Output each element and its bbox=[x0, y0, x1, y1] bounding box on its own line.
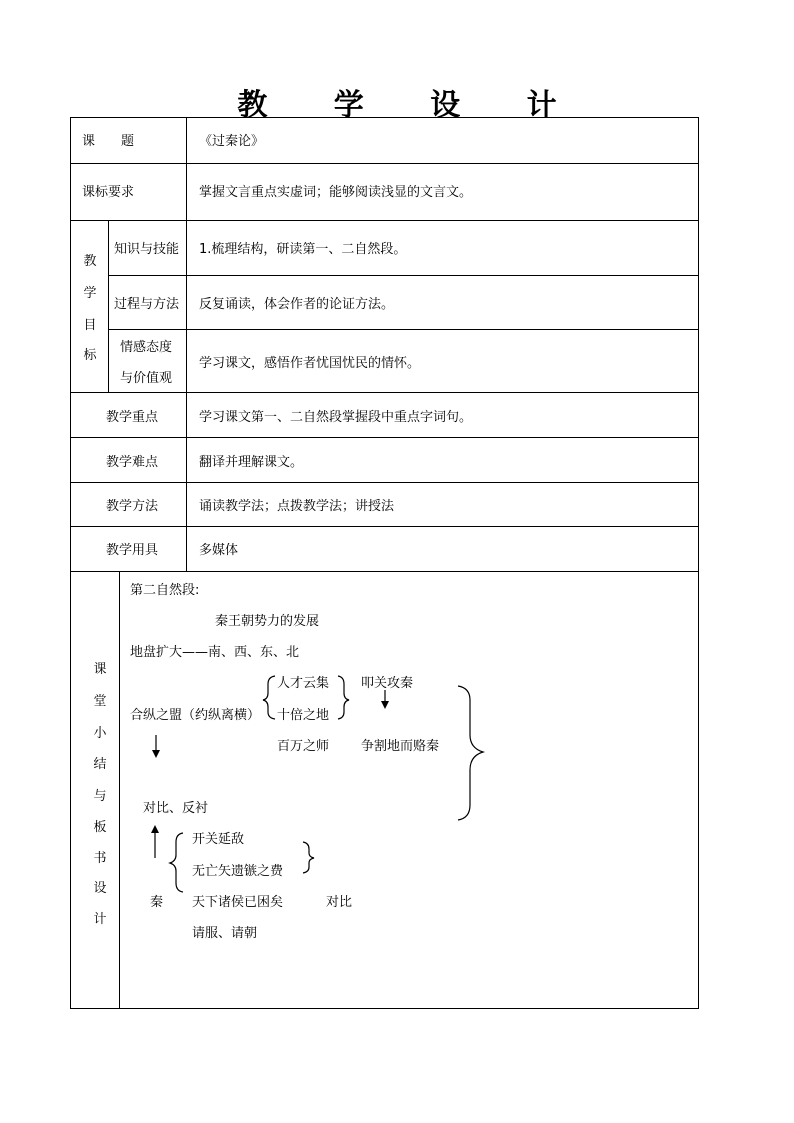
methods-value: 诵读教学法；点拨教学法；讲授法 bbox=[199, 499, 395, 514]
objectives-label-2: 学 bbox=[83, 286, 97, 301]
objectives-label-1: 教 bbox=[83, 254, 97, 269]
methods-label: 教学方法 bbox=[106, 499, 159, 514]
key-points-value: 学习课文第一、二自然段掌握段中重点字词句。 bbox=[199, 410, 473, 425]
objectives-label-3: 目 bbox=[83, 318, 97, 333]
board-no-cost: 无亡矢遗镞之费 bbox=[192, 864, 284, 879]
arrow-head-down bbox=[152, 750, 160, 758]
board-submit: 请服、请朝 bbox=[192, 926, 258, 941]
board-contrast: 对比、反衬 bbox=[143, 801, 209, 816]
summary-label-8: 设 bbox=[93, 881, 107, 896]
summary-label-4: 结 bbox=[93, 757, 107, 772]
brace-left-group bbox=[170, 833, 183, 892]
board-land: 十倍之地 bbox=[277, 708, 330, 723]
summary-label-6: 板 bbox=[93, 820, 107, 835]
brace-right-group bbox=[303, 842, 314, 873]
brace-left-small bbox=[263, 676, 275, 719]
page-title: 教 学 设 计 bbox=[237, 88, 585, 123]
board-qin: 秦 bbox=[150, 895, 164, 910]
board-heading: 第二自然段: bbox=[130, 583, 200, 598]
objective-process-value: 反复诵读，体会作者的论证方法。 bbox=[199, 297, 395, 312]
board-attack: 叩关攻秦 bbox=[361, 676, 414, 691]
board-subtitle: 秦王朝势力的发展 bbox=[215, 614, 320, 629]
objective-emotion-label-2: 与价值观 bbox=[120, 371, 173, 386]
tools-value: 多媒体 bbox=[199, 543, 239, 558]
difficulties-value: 翻译并理解课文。 bbox=[199, 455, 304, 470]
objective-knowledge-label: 知识与技能 bbox=[114, 242, 180, 257]
board-bribe: 争割地而赂秦 bbox=[361, 739, 440, 754]
summary-label-2: 堂 bbox=[93, 694, 107, 709]
tools-label: 教学用具 bbox=[106, 543, 159, 558]
standard-value: 掌握文言重点实虚词；能够阅读浅显的文言文。 bbox=[199, 185, 473, 200]
objective-process-label: 过程与方法 bbox=[114, 297, 180, 312]
summary-label-7: 书 bbox=[93, 851, 107, 866]
board-open-pass: 开关延敌 bbox=[192, 832, 245, 847]
brace-right-big bbox=[458, 686, 483, 820]
summary-label-3: 小 bbox=[93, 726, 107, 741]
objectives-label-4: 标 bbox=[83, 348, 97, 363]
board-compare: 对比 bbox=[326, 895, 353, 910]
key-points-label: 教学重点 bbox=[106, 410, 159, 425]
brace-right-small bbox=[338, 676, 349, 719]
objective-knowledge-value: 1.梳理结构，研读第一、二自然段。 bbox=[199, 242, 407, 257]
topic-value: 《过秦论》 bbox=[199, 134, 265, 149]
board-alliance: 合纵之盟（约纵离横） bbox=[130, 708, 261, 723]
summary-label-9: 计 bbox=[93, 912, 107, 927]
difficulties-label: 教学难点 bbox=[106, 455, 159, 470]
objective-emotion-value: 学习课文，感悟作者忧国忧民的情怀。 bbox=[199, 356, 421, 371]
board-talent: 人才云集 bbox=[277, 676, 330, 691]
board-army: 百万之师 bbox=[277, 739, 330, 754]
topic-label: 课 题 bbox=[82, 134, 135, 149]
arrow-head-attack bbox=[381, 701, 389, 709]
arrow-head-up bbox=[151, 825, 159, 833]
board-territory: 地盘扩大——南、西、东、北 bbox=[130, 645, 300, 660]
summary-label-1: 课 bbox=[93, 662, 107, 677]
board-lords: 天下诸侯已困矣 bbox=[192, 895, 284, 910]
standard-label: 课标要求 bbox=[82, 185, 135, 200]
summary-label-5: 与 bbox=[93, 789, 107, 804]
objective-emotion-label-1: 情感态度 bbox=[120, 340, 173, 355]
